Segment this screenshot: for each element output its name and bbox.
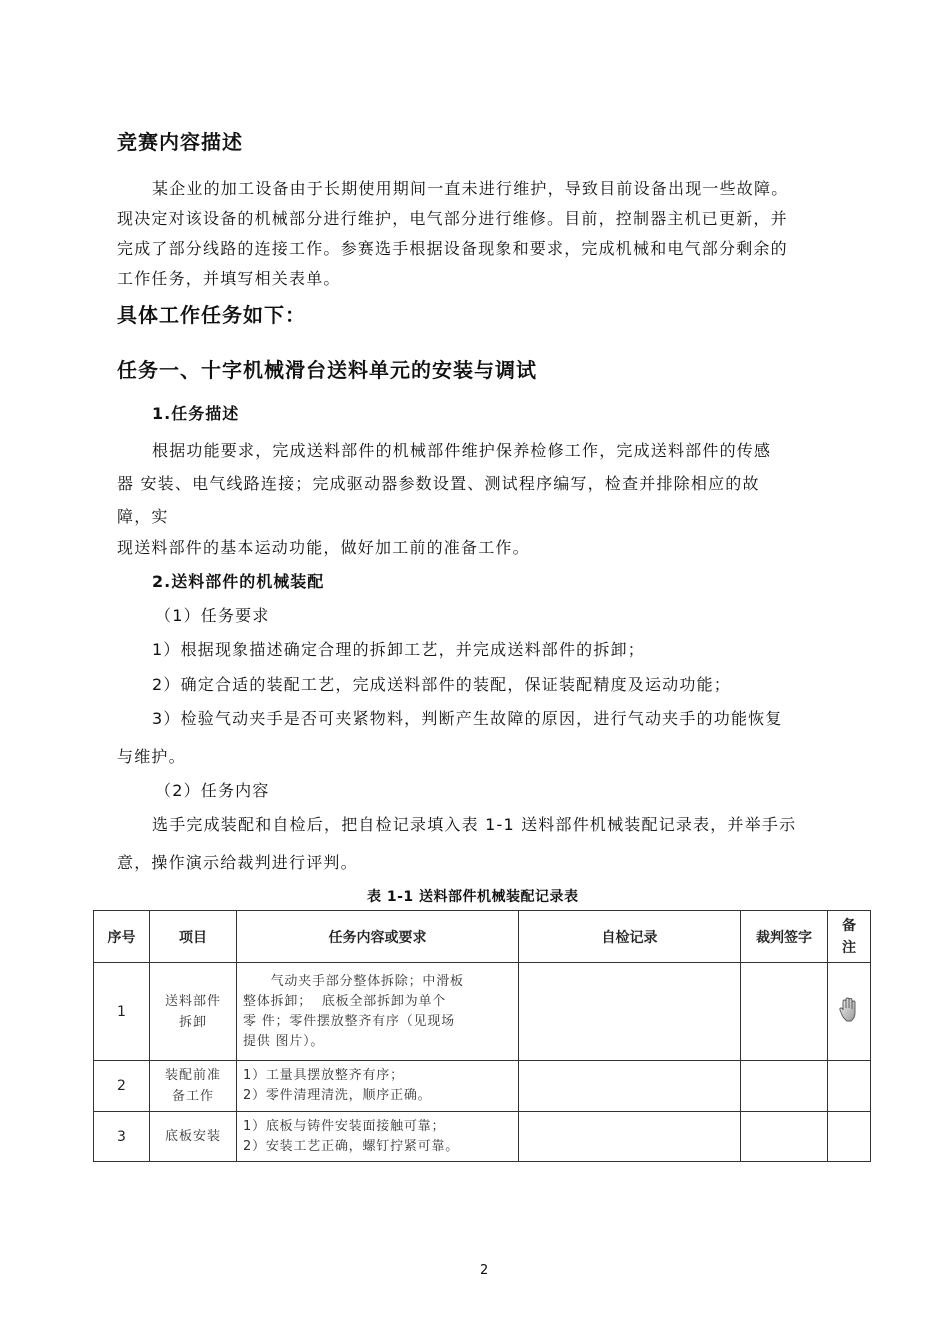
table-row <box>94 963 871 1061</box>
row1-note-cell[interactable] <box>828 963 871 1061</box>
header-content: 任务内容或要求 <box>237 911 519 963</box>
task1-title: 任务一、十字机械滑台送料单元的安装与调试 <box>117 358 537 382</box>
table-header-row <box>94 911 871 963</box>
row3-item-line-1: 底板安装 <box>164 1129 221 1144</box>
row1-judge-cell[interactable] <box>741 963 828 1061</box>
row2-item-line-2: 备工作 <box>171 1089 214 1104</box>
table-row <box>94 1061 871 1112</box>
row2-note-cell[interactable] <box>828 1061 871 1112</box>
row1-content-line-2: 整体拆卸； 底板全部拆卸为单个 <box>243 993 447 1009</box>
row2-seq: 2 <box>94 1061 150 1112</box>
header-note <box>828 911 871 963</box>
header-self-check: 自检记录 <box>519 911 741 963</box>
row2-content <box>237 1061 519 1112</box>
row1-content-line-3: 零 件；零件摆放整齐有序（见现场 <box>243 1013 455 1029</box>
row1-item <box>150 963 237 1061</box>
row2-item <box>150 1061 237 1112</box>
row2-item-line-1: 装配前准 <box>164 1068 221 1083</box>
header-note-2: 注 <box>842 939 856 956</box>
row3-item <box>150 1112 237 1162</box>
intro-line-1: 某企业的加工设备由于长期使用期间一直未进行维护，导致目前设备出现一些故障。 <box>152 179 789 198</box>
sub1-line-1: 根据功能要求，完成送料部件的机械部件维护保养检修工作，完成送料部件的传感 <box>152 441 772 460</box>
intro-line-2: 现决定对该设备的机械部分进行维护，电气部分进行维修。目前，控制器主机已更新，并 <box>117 209 788 228</box>
req-item-2: 2）确定合适的装配工艺，完成送料部件的装配，保证装配精度及运动功能； <box>152 675 731 694</box>
row1-seq: 1 <box>94 963 150 1061</box>
req-item-3-cont: 与维护。 <box>117 747 186 766</box>
row3-self-check-cell[interactable] <box>519 1112 741 1162</box>
content-line-2: 意，操作演示给裁判进行评判。 <box>117 853 358 872</box>
header-note-1: 备 <box>842 917 856 934</box>
row3-seq: 3 <box>94 1112 150 1162</box>
hand-raise-icon <box>838 996 860 1024</box>
header-seq: 序号 <box>94 911 150 963</box>
sub1-line-4: 现送料部件的基本运动功能，做好加工前的准备工作。 <box>117 538 530 557</box>
table-caption: 表 1-1 送料部件机械装配记录表 <box>367 889 579 905</box>
sub2-title: 2.送料部件的机械装配 <box>152 572 325 591</box>
req-item-3: 3）检验气动夹手是否可夹紧物料，判断产生故障的原因，进行气动夹手的功能恢复 <box>152 709 783 728</box>
content-heading: （2）任务内容 <box>155 781 270 800</box>
row2-content-line-2: 2）零件清理清洗，顺序正确。 <box>243 1088 432 1103</box>
record-table <box>93 910 871 1162</box>
row3-note-cell[interactable] <box>828 1112 871 1162</box>
intro-line-4: 工作任务，并填写相关表单。 <box>117 269 341 288</box>
row1-content-line-1: 气动夹手部分整体拆除；中滑板 <box>243 973 464 989</box>
content-line-1: 选手完成装配和自检后，把自检记录填入表 1-1 送料部件机械装配记录表，并举手示 <box>152 815 797 834</box>
row2-content-line-1: 1）工量具摆放整齐有序； <box>243 1068 404 1083</box>
req-heading: （1）任务要求 <box>155 606 270 625</box>
table-row <box>94 1112 871 1162</box>
row1-self-check-cell[interactable] <box>519 963 741 1061</box>
row1-content-line-4: 提供 图片）。 <box>243 1033 325 1049</box>
sub1-line-2: 器 安装、电气线路连接；完成驱动器参数设置、测试程序编写，检查并排除相应的故 <box>117 474 760 493</box>
row3-content-line-2: 2）安装工艺正确，螺钉拧紧可靠。 <box>243 1138 460 1154</box>
sub1-title: 1.任务描述 <box>152 404 240 423</box>
page-number: 2 <box>480 1263 489 1278</box>
row3-content-line-1: 1）底板与铸件安装面接触可靠； <box>243 1118 446 1134</box>
header-judge: 裁判签字 <box>741 911 828 963</box>
row3-content <box>237 1112 519 1162</box>
row2-judge-cell[interactable] <box>741 1061 828 1112</box>
row1-content <box>237 963 519 1061</box>
req-item-1: 1）根据现象描述确定合理的拆卸工艺，并完成送料部件的拆卸； <box>152 640 645 659</box>
row3-judge-cell[interactable] <box>741 1112 828 1162</box>
row1-item-line-1: 送料部件 <box>164 993 221 1009</box>
tasks-heading: 具体工作任务如下： <box>117 303 306 327</box>
intro-line-3: 完成了部分线路的连接工作。参赛选手根据设备现象和要求，完成机械和电气部分剩余的 <box>117 239 788 258</box>
section-title: 竞赛内容描述 <box>117 130 243 154</box>
row2-self-check-cell[interactable] <box>519 1061 741 1112</box>
sub1-line-3: 障，实 <box>117 507 169 526</box>
row1-item-line-2: 拆卸 <box>178 1014 207 1030</box>
header-item: 项目 <box>150 911 237 963</box>
